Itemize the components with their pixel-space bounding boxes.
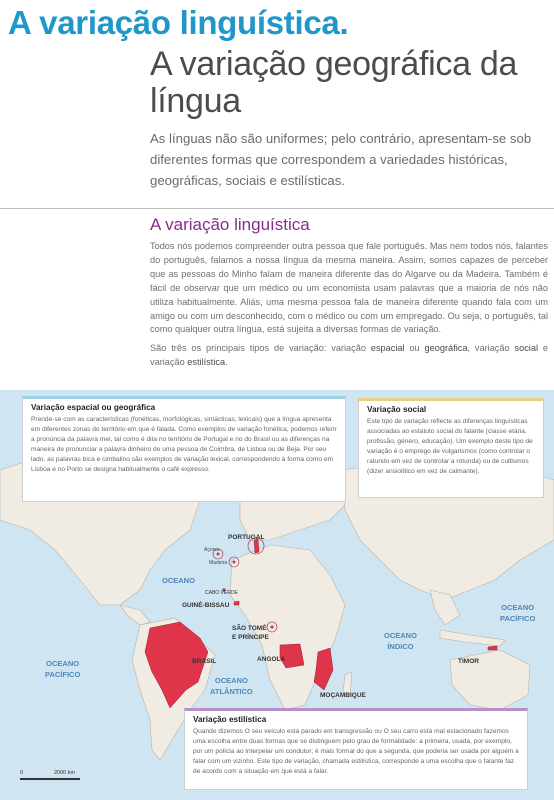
scale-bar [20, 778, 80, 780]
text-run: . [225, 357, 228, 368]
box-variacao-social [358, 398, 544, 498]
intro-paragraph: As línguas não são uniformes; pelo contrário, apresentam-se sob diferentes formas que correspondem a variedades históricas, geográficas, sociais e estilísticas. [150, 131, 532, 188]
box-variacao-estilistica [184, 708, 528, 790]
label-pacifico-leste: OCEANO PACÍFICO [500, 603, 536, 623]
body-paragraph-1: Todos nós podemos compreender outra pessoa que fale português. Mas nem todos nós, falantes do português, falamos a nossa língua da mesma maneira. Assim, somos capazes de perceber que as pessoas do Minho falam de maneira diferente das do Algarve ou da Madeira. Também é fácil de observar que um médico ou um economista usam palavras que a maioria de nós não utiliza habitualmente. Aliás, uma mesma pessoa fala de maneira diferente quando fala com um amigo ou com um desconhecido, com o médico ou com um empregado. Ou seja, o português, tal como qualquer outra língua, está sujeita a diversas formas de variação. [150, 241, 548, 335]
portugal-shape [254, 539, 259, 553]
term-estilistica: estilística [187, 357, 226, 368]
label-atlantico-sul: OCEANO ATLÂNTICO [210, 676, 253, 696]
text-run: ou [404, 343, 425, 354]
central-america-land [120, 605, 150, 625]
term-geografica: geográfica [424, 343, 468, 354]
box-est-text: Quando dizemos O seu veículo está parado em transgressão ou O seu carro está mal estacionado fazemos uma escolha entre duas formas que se distinguem pelo grau de formalidade: a primeira, usada, por exemplo, por um polícia ao interpelar um condutor; é mais formal do que a segunda, que poderia ser usada por alguém a falar com um vizinho. Este tipo de variação, chamada estilística, corresponde a uma escolha que o falante faz de acordo com a situação em que está a falar. [193, 728, 519, 775]
label-timor: TIMOR [458, 658, 479, 665]
label-cabo-verde: CABO VERDE [205, 590, 238, 596]
body-paragraph-2 [150, 342, 548, 370]
term-social: social [514, 343, 538, 354]
box-variacao-geografica [22, 396, 346, 502]
section-body [150, 240, 548, 375]
label-portugal: PORTUGAL [228, 534, 265, 541]
label-atlantico-norte: OCEANO [162, 576, 195, 585]
label-pacifico-oeste: OCEANO PACÍFICO [45, 659, 81, 679]
label-brasil: BRASIL [192, 658, 217, 665]
page-subtitle: A variação geográfica da língua [150, 45, 518, 120]
label-guine-bissau: GUINÉ-BISSAU [182, 602, 230, 609]
timor-shape [488, 646, 497, 650]
term-espacial: espacial [370, 343, 405, 354]
label-mocambique: MOÇAMBIQUE [320, 692, 366, 699]
label-stp-line1: SÃO TOMÉ [232, 625, 267, 632]
box-est-title: Variação estilística [193, 715, 267, 724]
text-run: São três os principais tipos de variação: variação [150, 343, 371, 354]
box-geo-text: Prende-se com as características (fonéticas, morfológicas, sintácticas, lexicais) que a língua apresenta em diferentes zonas do território em que é falada. Como exemplos de variação fonética, podemos referir a pronúncia da palavra mel, tal como é dita no território de Portugal e no do Brasil ou as diferenças na maneira de pronunciar a palavra dinheiro de uma pessoa de Coimbra, de Lisboa ou de Beja. Por seu lado, as palavras bica e cimbalino são exemplos de variação lexical, correspondendo à forma como em Lisboa e no Porto se designa habitualmente o café expresso. [31, 416, 337, 473]
section-heading: A variação linguística [150, 215, 310, 234]
madeira-dot [233, 561, 235, 563]
scale-zero-label: 0 [20, 770, 24, 776]
label-madeira: Madeira [209, 560, 228, 566]
stp-dot [271, 626, 274, 629]
box-soc-text: Este tipo de variação reflecte as diferenças linguísticas associadas ao estatuto social do falante (classe etária, profissão, género, educação). Um exemplo deste tipo de variação é o emprego de vulgarismos (como controlar o ratundo em vez de controlar a rotunda) ou de cultismos (dizer ansiolítico em vez de calmante). [367, 418, 533, 475]
text-run: , variação [467, 343, 515, 354]
label-stp-line2: E PRÍNCIPE [232, 634, 269, 641]
box-soc-title: Variação social [367, 405, 427, 414]
label-angola: ANGOLA [257, 656, 286, 663]
indonesia-land [440, 630, 505, 646]
scale-km-label: 2000 km [54, 770, 76, 776]
page-title: A variação linguística. [8, 4, 349, 41]
divider [0, 208, 554, 209]
label-acores: Açores [204, 547, 220, 553]
box-geo-title: Variação espacial ou geográfica [31, 403, 156, 412]
guine-bissau-shape [234, 601, 239, 605]
acores-dot [217, 553, 219, 555]
map-scale [20, 770, 100, 784]
text-run: e variação [150, 343, 548, 368]
label-indico: OCEANO ÍNDICO [384, 631, 417, 651]
